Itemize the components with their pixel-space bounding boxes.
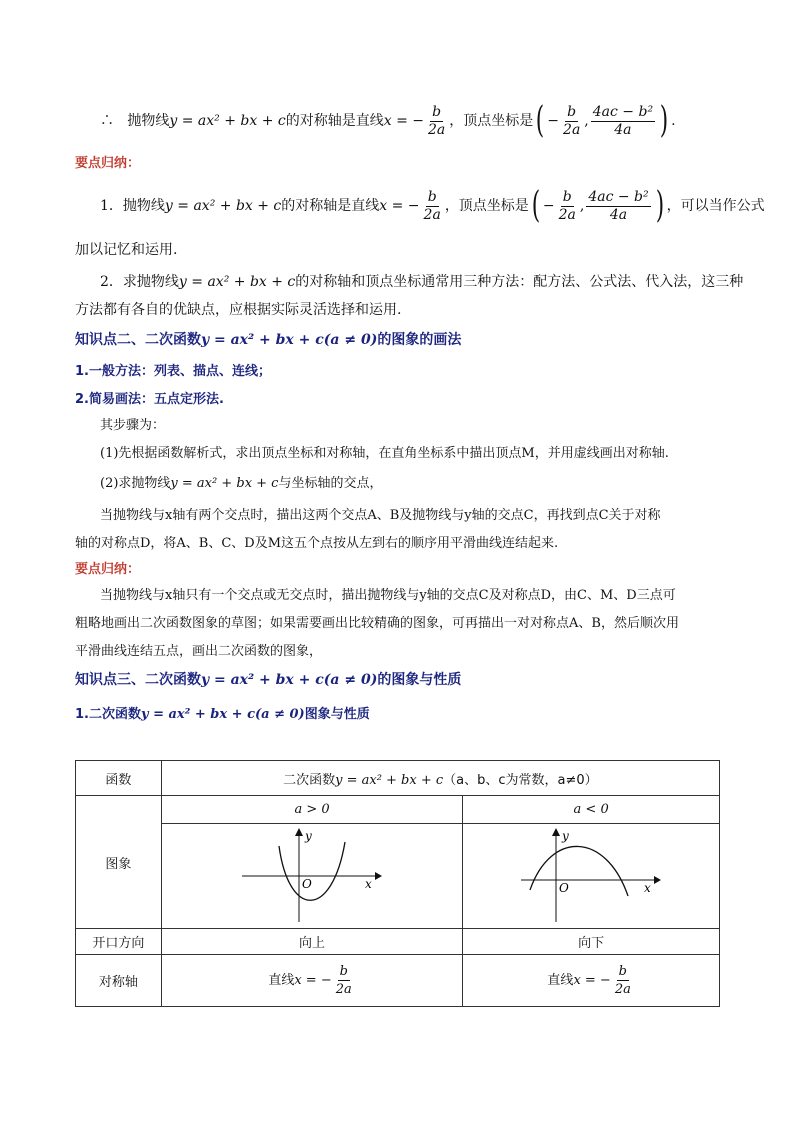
key-points-heading-2: 要点归纳：: [75, 562, 141, 577]
table-row: [76, 929, 720, 955]
key-2-line-2: 粗略地画出二次函数图象的草图；如果需要画出比较精确的图象，可再描出一对对称点A、B，然后顺次用: [75, 616, 679, 631]
knowledge-point-2-heading: 知识点二、二次函数y = ax² + bx + c(a ≠ 0)的图象的画法: [75, 332, 462, 348]
upward-parabola-graph: [237, 824, 387, 924]
downward-parabola-graph: [516, 824, 666, 924]
point-2-line: 2．求抛物线y = ax² + bx + c的对称轴和顶点坐标通常用三种方法：配方法、公式法、代入法，这三种: [100, 274, 744, 290]
key-points-heading-1: 要点归纳：: [75, 156, 141, 171]
cell-graph-downward: [463, 824, 720, 929]
step-3-line-2: 轴的对称点D，将A、B、C、D及M这五个点按从左到右的顺序用平滑曲线连结起来.: [75, 536, 559, 551]
step-1: (1)先根据函数解析式，求出顶点坐标和对称轴，在直角坐标系中描出顶点M，并用虚线画出对称轴.: [100, 446, 669, 461]
conclusion-line: ∴ 抛物线y = ax² + bx + c的对称轴是直线x = − $\frac{b}{2a}$ ，顶点坐标是( − $\frac{b}{2a}$ , $\frac{\text{4ac − b²}}{4a}$ ) .: [100, 100, 676, 141]
vertex-x-fraction: $\frac{b}{2a}$: [563, 103, 581, 138]
therefore-symbol: ∴: [100, 113, 114, 129]
graph-properties-subheading: 1.二次函数y = ax² + bx + c(a ≠ 0)图象与性质: [75, 707, 370, 722]
general-method: 1.一般方法：列表、描点、连线；: [75, 364, 271, 379]
point-1-continued: 加以记忆和运用.: [75, 242, 178, 258]
cell-axis-label: 对称轴: [76, 955, 162, 1007]
cell-axis-negative: 直线x = − $\frac{b}{2a}$: [463, 955, 720, 1007]
cell-function-label: 函数: [76, 761, 162, 796]
simple-method: 2.简易画法：五点定形法.: [75, 392, 224, 407]
vertex-y-fraction: $\frac{\text{4ac − b²}}{4a}$: [592, 103, 654, 138]
cell-a-positive: a > 0: [161, 796, 463, 824]
cell-function-definition: 二次函数y = ax² + bx + c（a、b、c为常数，a≠0）: [161, 761, 719, 796]
step-3-line-1: 当抛物线与x轴有两个交点时，描出这两个交点A、B及抛物线与y轴的交点C，再找到点C关于对称: [100, 508, 661, 523]
cell-a-negative: a < 0: [463, 796, 720, 824]
cell-graph-label: 图象: [76, 796, 162, 929]
svg-text:x: x: [644, 881, 651, 895]
point-1-line: 1．抛物线y = ax² + bx + c的对称轴是直线x = − $\frac{b}{2a}$ ，顶点坐标是( − $\frac{b}{2a}$ , $\frac{\text{4ac − b²}}{4a}$ ) ，可以当作公式: [100, 185, 765, 226]
key-2-line-1: 当抛物线与x轴只有一个交点或无交点时，描出抛物线与y轴的交点C及对称点D，由C、M、D三点可: [100, 588, 676, 603]
cell-graph-upward: [161, 824, 463, 929]
key-2-line-3: 平滑曲线连结五点，画出二次函数的图象，: [75, 644, 323, 659]
svg-text:O: O: [559, 881, 569, 895]
svg-text:y: y: [562, 829, 569, 843]
step-2: (2)求抛物线y = ax² + bx + c与坐标轴的交点，: [100, 476, 383, 491]
table-row: [76, 761, 720, 796]
svg-text:O: O: [302, 877, 312, 891]
table-row: [76, 955, 720, 1007]
table-row: [76, 824, 720, 929]
axis-fraction: $\frac{b}{2a}$: [427, 103, 446, 138]
svg-text:x: x: [365, 877, 372, 891]
svg-text:y: y: [305, 829, 312, 843]
knowledge-point-3-heading: 知识点三、二次函数y = ax² + bx + c(a ≠ 0)的图象与性质: [75, 672, 462, 688]
cell-axis-positive: 直线x = − $\frac{b}{2a}$: [161, 955, 463, 1007]
point-2-continued: 方法都有各自的优缺点，应根据实际灵活选择和运用.: [75, 302, 402, 318]
cell-opening-down: 向下: [463, 929, 720, 955]
cell-opening-label: 开口方向: [76, 929, 162, 955]
parabola-equation: y = ax² + bx + c: [169, 113, 286, 129]
cell-opening-up: 向上: [161, 929, 463, 955]
properties-table: [75, 760, 720, 1007]
steps-title: 其步骤为：: [100, 418, 166, 433]
table-row: [76, 796, 720, 824]
